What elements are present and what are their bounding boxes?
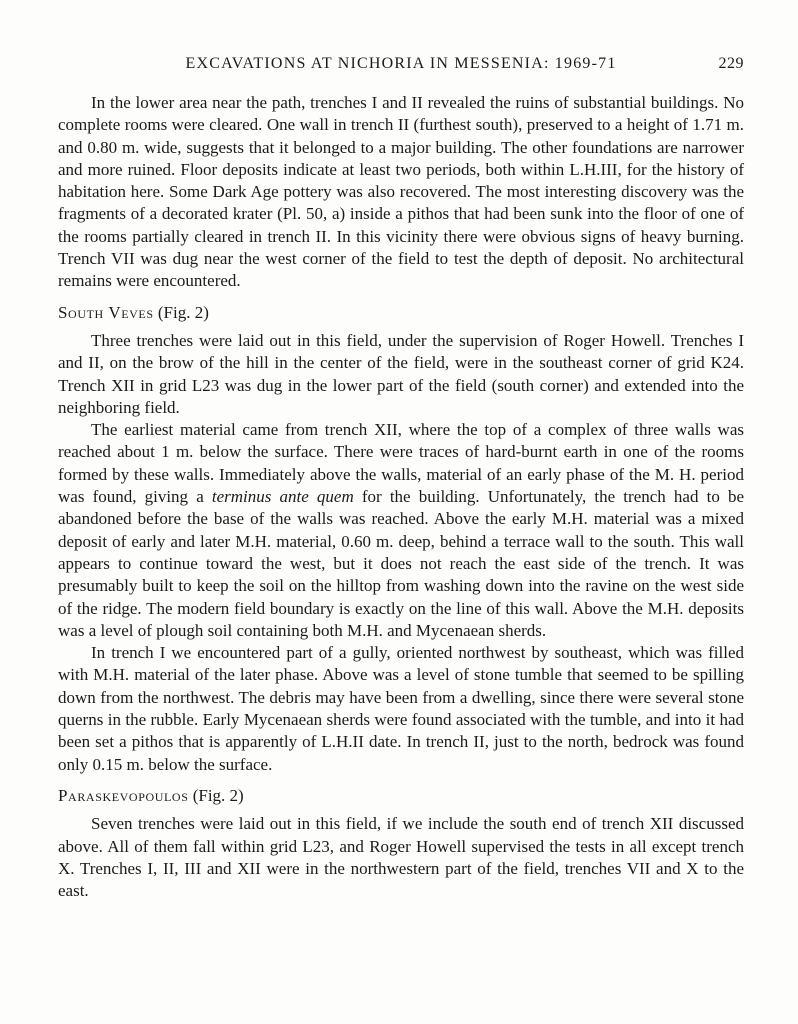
- running-header: [58, 54, 744, 74]
- section-heading-paraskevopoulos: [58, 785, 744, 807]
- section-title: South Veves: [58, 302, 154, 322]
- page-number: 229: [718, 55, 744, 72]
- section-title: Paraskevopoulos: [58, 785, 189, 805]
- paragraph-text: The earliest material came from trench XII, where the top of a complex of three walls was reached about 1 m. below the surface. There were traces of hard-burnt earth in one of the rooms formed by these walls. Immediately above the walls, material of an early phase of the M. H. period was found, giving a: [58, 420, 744, 507]
- paragraph-three-trenches: Three trenches were laid out in this field, under the supervision of Roger Howell. Trenches I and II, on the brow of the hill in the center of the field, were in the southeast corner of grid K24. Trench XII in grid L23 was dug in the lower part of the field (south corner) and extended into the neighboring field.: [58, 330, 744, 417]
- figure-reference: (Fig. 2): [153, 302, 209, 322]
- latin-phrase: terminus ante quem: [211, 487, 354, 507]
- section-heading-south-veves: [58, 302, 744, 324]
- paragraph-seven-trenches: Seven trenches were laid out in this field, if we include the south end of trench XII discussed above. All of them fall within grid L23, and Roger Howell supervised the tests in all except trench X. Trenches I, II, III and XII were in the northwestern part of the field, trenches VII and X to the east.: [58, 814, 744, 901]
- figure-reference: (Fig. 2): [188, 785, 244, 805]
- paragraph-lower-area: In the lower area near the path, trenches I and II revealed the ruins of substantial buildings. No complete rooms were cleared. One wall in trench II (furthest south), preserved to a height of 1.71 m. and 0.80 m. wide, suggests that it belonged to a major building. The other foundations are narrower and more ruined. Floor deposits indicate at least two periods, both within L.H.III, for the history of habitation here. Some Dark Age pottery was also recovered. The most interesting discovery was the fragments of a decorated krater (Pl. 50, a) inside a pithos that had been sunk into the floor of one of the rooms partially cleared in trench II. In this vicinity there were obvious signs of heavy burning. Trench VII was dug near the west corner of the field to test the depth of deposit. No architectural remains were encountered.: [58, 93, 744, 291]
- paragraph-earliest-material: [58, 419, 744, 642]
- running-header-title: EXCAVATIONS AT NICHORIA IN MESSENIA: 1969-71: [185, 55, 617, 72]
- page-body: [58, 92, 744, 902]
- paragraph-text-continued: for the building. Unfortunately, the trench had to be abandoned before the base of the walls was reached. Above the early M.H. material was a mixed deposit of early and later M.H. material, 0.60 m. deep, behind a terrace wall to the south. This wall appears to continue toward the west, but it does not reach the east side of the trench. It was presumably built to keep the soil on the hilltop from washing down into the ravine on the west side of the ridge. The modern field boundary is exactly on the line of this wall. Above the M.H. deposits was a level of plough soil containing both M.H. and Mycenaean sherds.: [58, 487, 744, 640]
- paragraph-trench-one-gully: In trench I we encountered part of a gully, oriented northwest by southeast, which was filled with M.H. material of the later phase. Above was a level of stone tumble that seemed to be spilling down from the northwest. The debris may have been from a dwelling, since there were several stone querns in the rubble. Early Mycenaean sherds were found associated with the tumble, and into it had been set a pithos that is apparently of L.H.II date. In trench II, just to the north, bedrock was found only 0.15 m. below the surface.: [58, 643, 744, 774]
